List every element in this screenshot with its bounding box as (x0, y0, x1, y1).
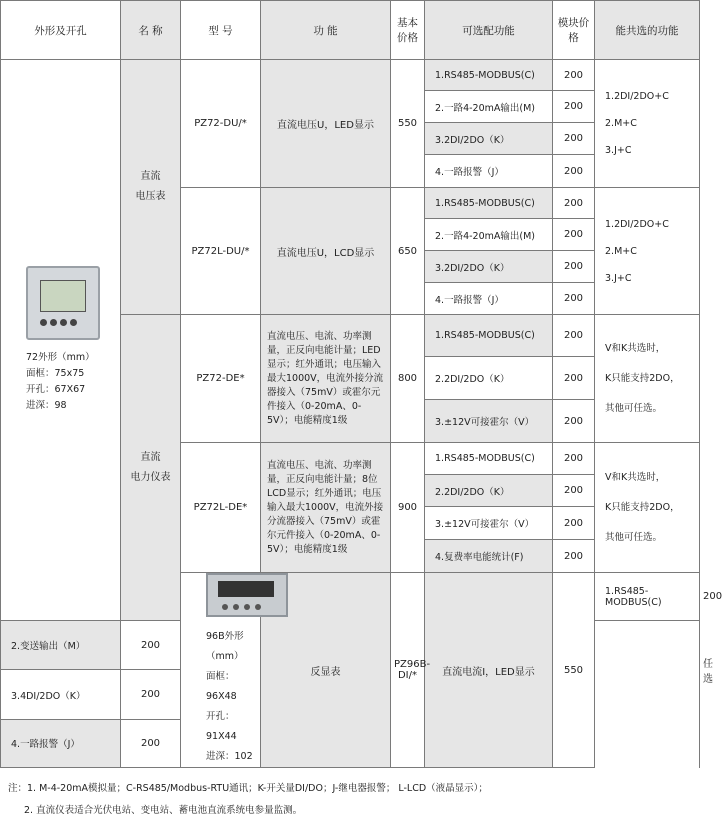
module-price-cell: 200 (553, 60, 595, 91)
option-cell: 1.RS485-MODBUS(C) (425, 443, 553, 475)
function-cell: 直流电压、电流、功率测量，正反向电能计量；8位LCD显示；红外通讯；电压输入最大1000V，电流外接分流器接入（75mV）或霍尔元件接入（0-20mA、0-5V）；电能精度1级 (261, 443, 391, 573)
header-optional: 可选配功能 (425, 1, 553, 60)
option-cell: 3.4DI/2DO（K） (1, 670, 121, 719)
shape96-hole: 开孔：91X44 (206, 711, 237, 742)
option-cell: 2.2DI/2DO（K） (425, 357, 553, 400)
option-cell: 3.±12V可接霍尔（V） (425, 400, 553, 443)
group-dc-power: 直流 电力仪表 (121, 315, 181, 621)
combo-line: 3.J+C (605, 272, 632, 284)
header-row (1, 1, 700, 60)
group-dc-voltage: 直流 电压表 (121, 60, 181, 315)
combo-line: 3.J+C (605, 145, 632, 156)
combo-line: 2.M+C (605, 118, 637, 129)
meter-72-image (26, 266, 100, 340)
function-cell: 直流电压U，LCD显示 (261, 188, 391, 315)
shape96-cell (181, 573, 261, 768)
combo-line: 其他可任选。 (605, 531, 663, 543)
combo-cell (595, 188, 700, 315)
combo-line: 1.2DI/2DO+C (605, 91, 669, 102)
shape72-title: 72外形（mm） (26, 352, 95, 364)
model-cell: PZ96B-DI/* (391, 573, 425, 768)
module-price-cell: 200 (553, 315, 595, 357)
module-price-cell: 200 (553, 357, 595, 400)
module-price-cell: 200 (553, 91, 595, 123)
shape96-depth: 进深：102 (206, 751, 253, 762)
shape72-depth: 进深：98 (26, 400, 67, 412)
option-cell: 1.RS485-MODBUS(C) (425, 315, 553, 357)
combo-line: 2.M+C (605, 245, 637, 257)
option-cell: 1.RS485-MODBUS(C) (595, 573, 700, 621)
footnotes (8, 778, 488, 822)
module-price-cell: 200 (553, 475, 595, 507)
shape72-frame: 面框：75x75 (26, 368, 85, 380)
module-price-cell: 200 (553, 507, 595, 540)
module-price-cell: 200 (553, 251, 595, 283)
combo-line: 1.2DI/2DO+C (605, 218, 669, 230)
header-module-price: 模块价格 (553, 1, 595, 60)
combo-line: K只能支持2DO， (605, 372, 680, 384)
footnote-2: 2. 直流仪表适合光伏电站、变电站、蓄电池直流系统电参量监测。 (24, 805, 303, 816)
model-cell: PZ72L-DU/* (181, 188, 261, 315)
option-cell: 2.2DI/2DO（K） (425, 475, 553, 507)
option-cell: 4.一路报警（J） (425, 155, 553, 188)
option-cell: 3.2DI/2DO（K） (425, 123, 553, 155)
base-price-cell: 800 (391, 315, 425, 443)
combo-line: 其他可任选。 (605, 402, 663, 414)
base-price-cell: 650 (391, 188, 425, 315)
option-cell: 2.一路4-20mA输出(M) (425, 91, 553, 123)
base-price-cell: 900 (391, 443, 425, 573)
option-cell: 2.一路4-20mA输出(M) (425, 219, 553, 251)
option-cell: 1.RS485-MODBUS(C) (425, 188, 553, 219)
module-price-cell: 200 (553, 443, 595, 475)
module-price-cell: 200 (553, 400, 595, 443)
module-price-cell: 200 (553, 540, 595, 573)
function-cell: 直流电压U，LED显示 (261, 60, 391, 188)
module-price-cell: 200 (553, 283, 595, 315)
footnote-1: 注：1. M-4-20mA模拟量；C-RS485/Modbus-RTU通讯；K-开关量DI/DO；J-继电器报警； L-LCD（液晶显示）； (8, 783, 488, 794)
function-cell: 直流电压、电流、功率测量，正反向电能计量；LED显示；红外通讯；电压输入最大1000V，电流外接分流器接入（75mV）或霍尔元件接入（0-20mA、0-5V）；电能精度1级 (261, 315, 391, 443)
combo-cell (595, 315, 700, 443)
header-combo: 能共选的功能 (595, 1, 700, 60)
shape96-frame: 面框：96X48 (206, 671, 237, 702)
base-price-cell: 550 (391, 60, 425, 188)
module-price-cell: 200 (553, 188, 595, 219)
table-row: 96B外形（mm） 面框：96X48 开孔：91X44 进深：102 反显表 PZ96B-DI/* 直流电流I，LED显示 550 1.RS485-MODBUS(C) 200 任选 (1, 573, 700, 621)
shape72-hole: 开孔：67X67 (26, 384, 86, 396)
option-cell: 3.±12V可接霍尔（V） (425, 507, 553, 540)
header-shape: 外形及开孔 (1, 1, 121, 60)
module-price-cell: 200 (121, 670, 181, 719)
model-cell: PZ72-DU/* (181, 60, 261, 188)
option-cell: 3.2DI/2DO（K） (425, 251, 553, 283)
option-cell: 1.RS485-MODBUS(C) (425, 60, 553, 91)
meter-96-image (206, 573, 288, 617)
table-row (1, 60, 700, 91)
header-base-price: 基本价格 (391, 1, 425, 60)
header-model: 型 号 (181, 1, 261, 60)
model-cell: PZ72L-DE* (181, 443, 261, 573)
model-cell: PZ72-DE* (181, 315, 261, 443)
option-cell: 2.变送输出（M） (1, 621, 121, 670)
combo-cell (595, 443, 700, 573)
combo-line: V和K共选时， (605, 342, 666, 354)
module-price-cell: 200 (553, 123, 595, 155)
option-cell: 4.一路报警（J） (1, 719, 121, 767)
module-price-cell: 200 (121, 621, 181, 670)
option-cell: 4.一路报警（J） (425, 283, 553, 315)
combo-line: V和K共选时， (605, 471, 666, 483)
module-price-cell: 200 (553, 155, 595, 188)
function-cell: 直流电流I，LED显示 (425, 573, 553, 768)
module-price-cell: 200 (121, 719, 181, 767)
header-name: 名 称 (121, 1, 181, 60)
combo-line: K只能支持2DO， (605, 501, 680, 513)
option-cell: 4.复费率电能统计(F) (425, 540, 553, 573)
shape72-cell (1, 60, 121, 621)
header-function: 功 能 (261, 1, 391, 60)
group-display: 反显表 (261, 573, 391, 768)
shape96-title: 96B外形（mm） (206, 631, 244, 662)
module-price-cell: 200 (553, 219, 595, 251)
combo-cell (595, 60, 700, 188)
base-price-cell: 550 (553, 573, 595, 768)
